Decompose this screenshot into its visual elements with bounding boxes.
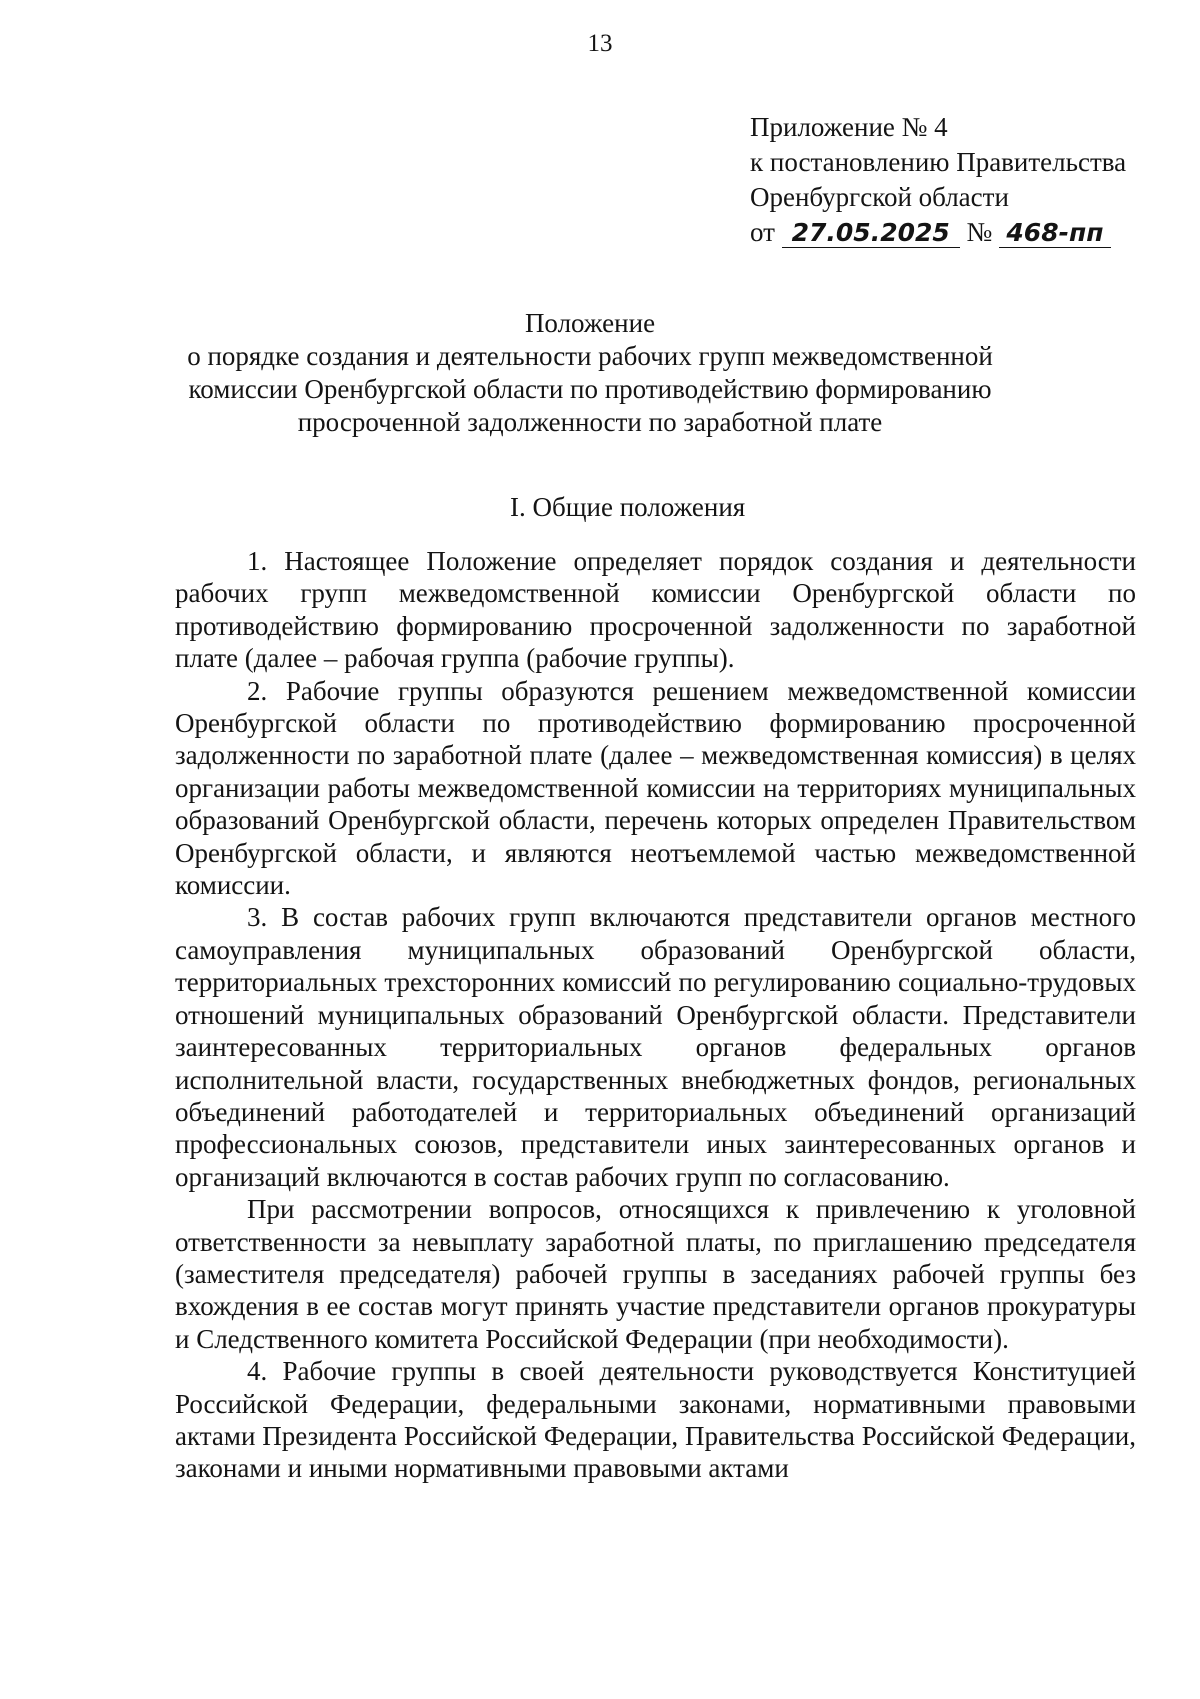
appendix-number-label: № <box>966 217 993 247</box>
appendix-from-label: от <box>750 217 775 247</box>
title-line-1: Положение <box>524 308 656 338</box>
title-line-3: комиссии Оренбургской области по противодействию формированию <box>188 374 992 404</box>
paragraph-3-continued: При рассмотрении вопросов, относящихся к привлечению к уголовной ответственности за невыплату заработной платы, по приглашению председателя (заместителя председателя) рабочей группы в заседаниях рабочей группы без вхождения в ее состав могут принять участие представители органов прокуратуры и Следственного комитета Российской Федерации (при необходимости). <box>175 1194 1136 1354</box>
document-body <box>175 545 1136 1485</box>
appendix-number: Приложение № 4 <box>750 112 948 142</box>
paragraph-2: 2. Рабочие группы образуются решением межведомственной комиссии Оренбургской области по противодействию формированию просроченной задолженности по заработной плате (далее – межведомственная комиссия) в целях организации работы межведомственной комиссии на территориях муниципальных образований Оренбургской области, перечень которых определен Правительством Оренбургской области, и являются неотъемлемой частью межведомственной комиссии. <box>175 675 1136 901</box>
page-number: 13 <box>587 30 613 57</box>
paragraph-3: 3. В состав рабочих групп включаются представители органов местного самоуправления муниципальных образований Оренбургской области, территориальных трехсторонних комиссий по регулированию социально-трудовых отношений муниципальных образований Оренбургской области. Представители заинтересованных территориальных органов федеральных органов исполнительной власти, государственных внебюджетных фондов, региональных объединений работодателей и территориальных объединений организаций профессиональных союзов, представители иных заинтересованных органов и организаций включаются в состав рабочих групп по согласованию. <box>175 902 1136 1192</box>
handwritten-date: 27.05.2025 <box>782 219 960 248</box>
appendix-region: Оренбургской области <box>750 182 1009 212</box>
paragraph-1: 1. Настоящее Положение определяет порядок создания и деятельности рабочих групп межведомственной комиссии Оренбургской области по противодействию формированию просроченной задолженности по заработной плате (далее – рабочая группа (рабочие группы). <box>175 546 1136 674</box>
handwritten-number: 468-пп <box>999 219 1111 248</box>
title-line-2: о порядке создания и деятельности рабочих групп межведомственной <box>187 341 993 371</box>
appendix-resolution-ref: к постановлению Правительства <box>750 147 1127 177</box>
section-heading: I. Общие положения <box>510 492 746 522</box>
document-title <box>180 307 1000 439</box>
appendix-block <box>750 110 1126 250</box>
paragraph-4: 4. Рабочие группы в своей деятельности руководствуется Конституцией Российской Федерации, федеральными законами, нормативными правовыми актами Президента Российской Федерации, Правительства Российской Федерации, законами и иными нормативными правовыми актами <box>175 1356 1136 1484</box>
title-line-4: просроченной задолженности по заработной плате <box>297 407 883 437</box>
appendix-date-line <box>750 215 1126 250</box>
